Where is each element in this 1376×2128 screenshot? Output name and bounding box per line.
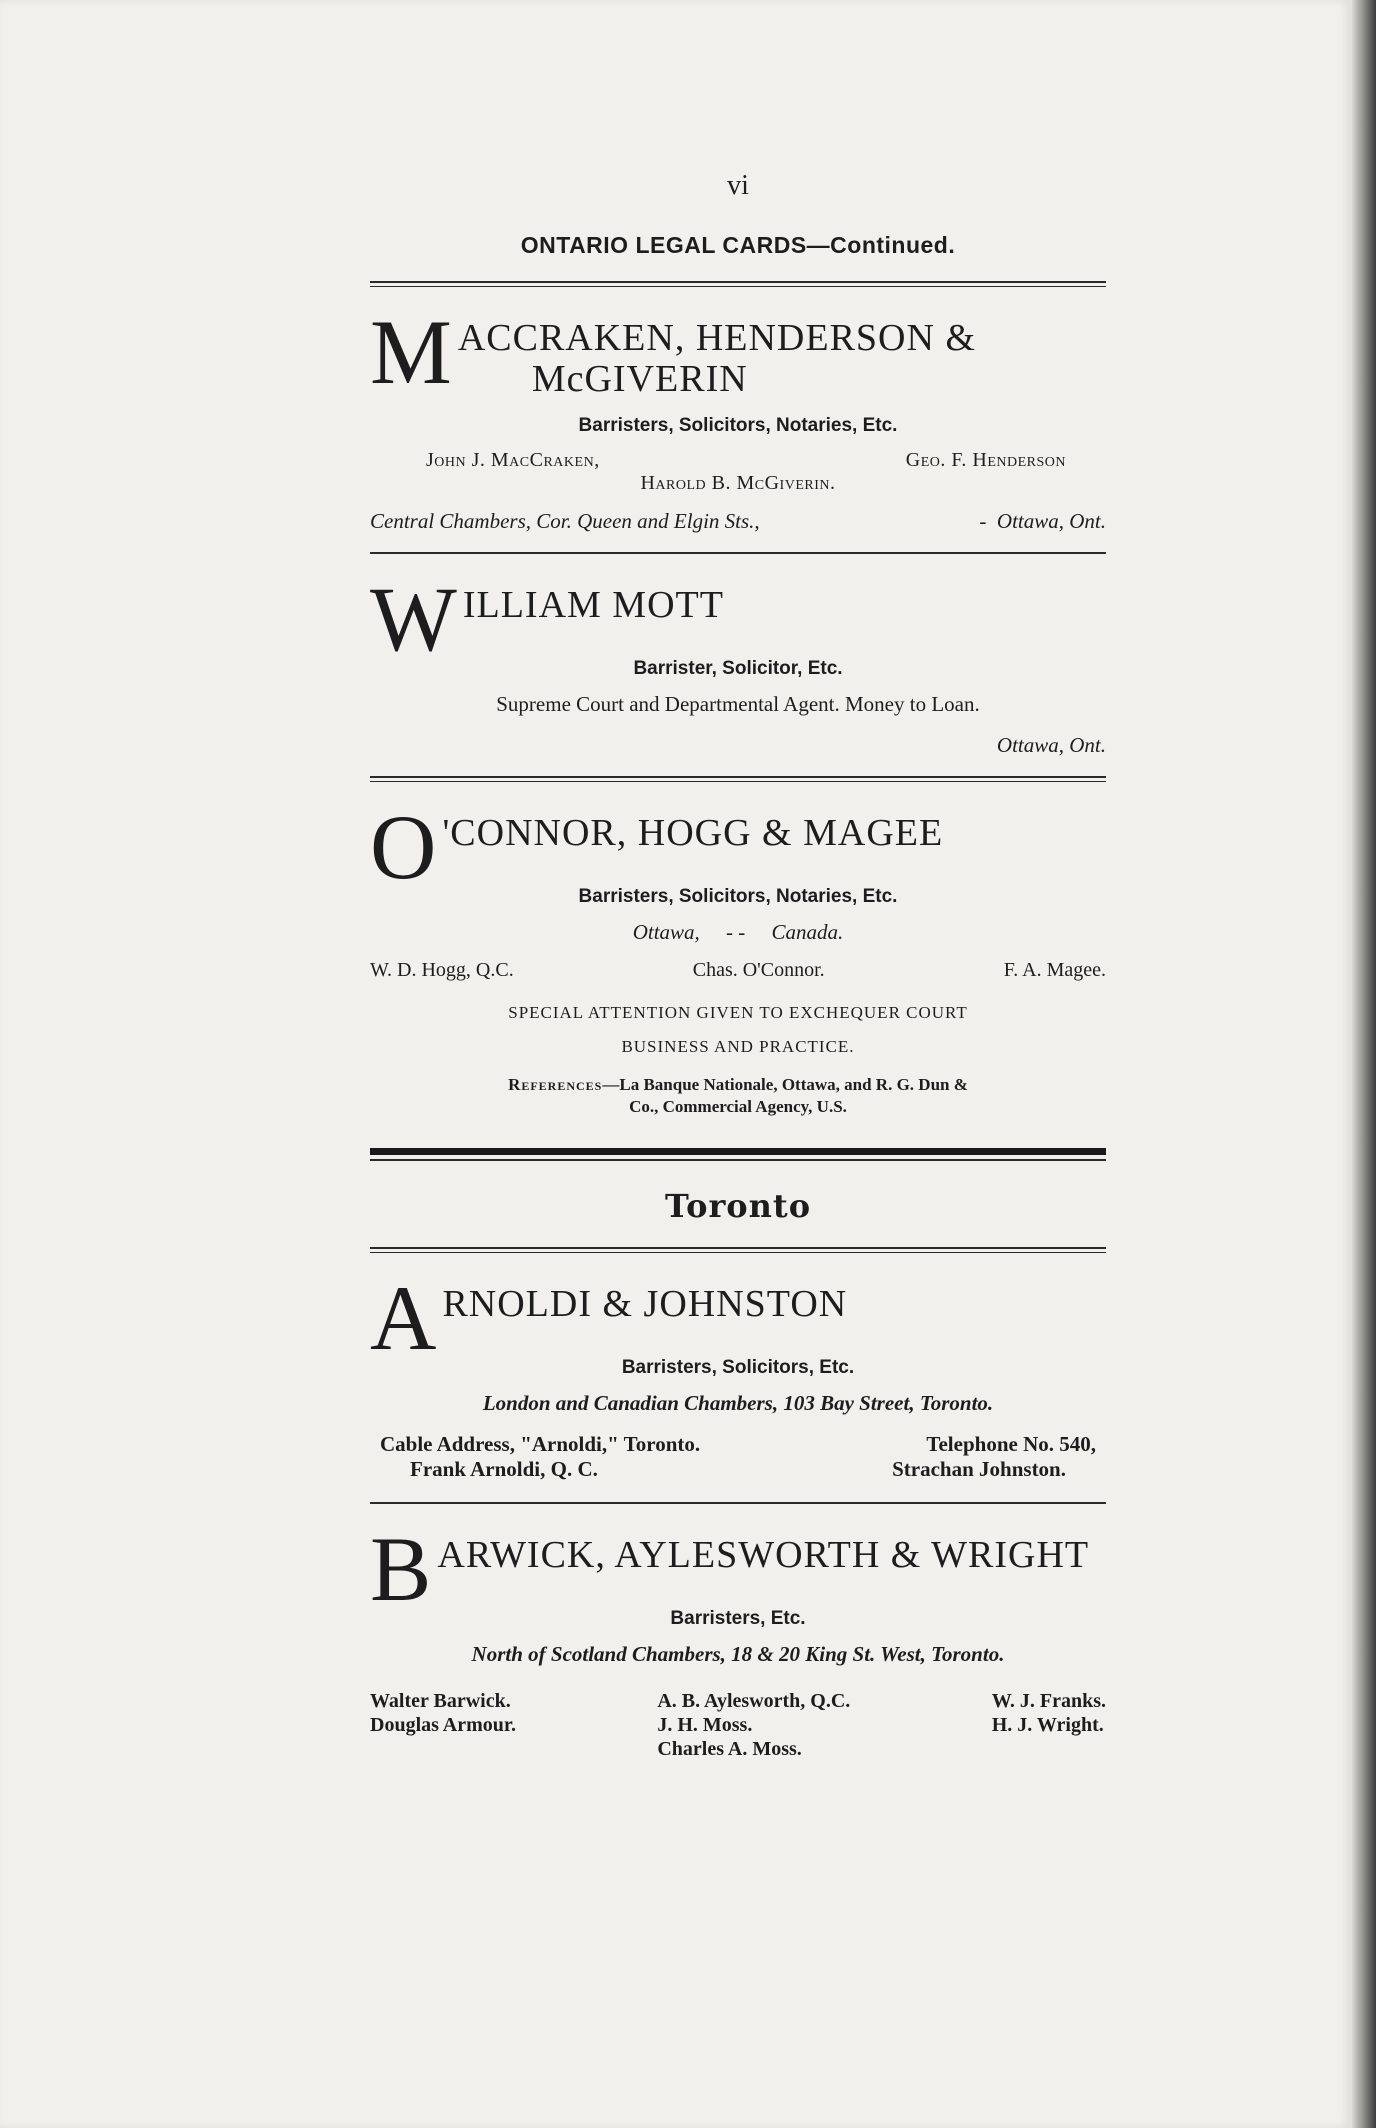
firm-name: ACCRAKEN, HENDERSON & <box>457 317 977 359</box>
page-number: vi <box>727 170 749 201</box>
firm-address: London and Canadian Chambers, 103 Bay Street, Toronto. <box>482 1391 994 1415</box>
partner-column: Walter Barwick. Douglas Armour. <box>370 1690 516 1736</box>
references-text: Co., Commercial Agency, U.S. <box>629 1097 847 1116</box>
firm-subtitle: Barristers, Etc. <box>670 1608 806 1629</box>
firm-city: Ottawa, Ont. <box>996 733 1106 757</box>
partner-name: Chas. O'Connor. <box>692 959 825 981</box>
book-edge <box>1352 0 1376 2128</box>
firm-name: RNOLDI & JOHNSTON <box>442 1283 848 1325</box>
page-content <box>370 170 1106 1783</box>
drop-cap: W <box>370 568 457 670</box>
partner-name: F. A. Magee. <box>1003 959 1106 981</box>
drop-cap: A <box>370 1267 437 1369</box>
card-arnoldi <box>370 1267 1106 1504</box>
firm-subtitle: Barristers, Solicitors, Etc. <box>621 1357 855 1378</box>
drop-cap: O <box>370 796 437 898</box>
firm-subtitle: Barristers, Solicitors, Notaries, Etc. <box>578 886 898 907</box>
card-mott <box>370 568 1106 782</box>
firm-name: ILLIAM MOTT <box>462 584 724 626</box>
references-label: References <box>508 1075 603 1094</box>
firm-country: Canada. <box>771 920 844 944</box>
partner-name: Frank Arnoldi, Q. C. <box>410 1457 598 1481</box>
special-notice: SPECIAL ATTENTION GIVEN TO EXCHEQUER COURT <box>508 1003 968 1022</box>
firm-name: 'CONNOR, HOGG & MAGEE <box>442 812 944 854</box>
firm-subtitle: Barristers, Solicitors, Notaries, Etc. <box>578 415 898 436</box>
cable-address: Cable Address, "Arnoldi," Toronto. <box>380 1432 701 1456</box>
firm-address: Central Chambers, Cor. Queen and Elgin Sts., <box>370 509 760 533</box>
divider <box>370 552 1106 554</box>
firm-name-line2: McGIVERIN <box>531 358 748 400</box>
city-heading: Toronto <box>664 1187 812 1225</box>
partner-name: W. D. Hogg, Q.C. <box>370 959 514 981</box>
partner-name: Strachan Johnston. <box>892 1457 1066 1481</box>
firm-heading <box>370 301 1106 403</box>
firm-description: Supreme Court and Departmental Agent. Money to Loan. <box>496 692 980 716</box>
firm-address: North of Scotland Chambers, 18 & 20 King St. West, Toronto. <box>471 1642 1005 1666</box>
card-barwick <box>370 1518 1106 1761</box>
section-divider <box>370 1148 1106 1161</box>
divider <box>370 281 1106 287</box>
drop-cap: B <box>370 1518 432 1620</box>
references-text: —La Banque Nationale, Ottawa, and R. G. Dun & <box>602 1075 968 1094</box>
partner-name: John J. MacCraken, <box>426 449 600 471</box>
special-notice: BUSINESS AND PRACTICE. <box>621 1037 855 1056</box>
place-dash: - - <box>726 920 746 944</box>
card-maccraken <box>370 301 1106 554</box>
divider <box>370 1502 1106 1504</box>
card-oconnor <box>370 796 1106 1118</box>
partner-column: A. B. Aylesworth, Q.C. J. H. Moss. Charles A. Moss. <box>657 1690 851 1760</box>
firm-city: Ottawa, Ont. <box>996 509 1106 533</box>
firm-subtitle: Barrister, Solicitor, Etc. <box>633 658 843 679</box>
address-dash: - <box>979 509 987 533</box>
divider <box>370 1247 1106 1253</box>
telephone: Telephone No. 540, <box>926 1432 1096 1456</box>
drop-cap: M <box>370 301 452 403</box>
firm-name: ARWICK, AYLESWORTH & WRIGHT <box>437 1534 1090 1576</box>
partner-name: Harold B. McGiverin. <box>640 472 836 494</box>
divider <box>370 776 1106 782</box>
partner-column: W. J. Franks. H. J. Wright. <box>991 1690 1106 1736</box>
running-head: ONTARIO LEGAL CARDS—Continued. <box>520 232 956 258</box>
firm-city: Ottawa, <box>632 920 700 944</box>
partner-name: Geo. F. Henderson <box>905 449 1066 471</box>
